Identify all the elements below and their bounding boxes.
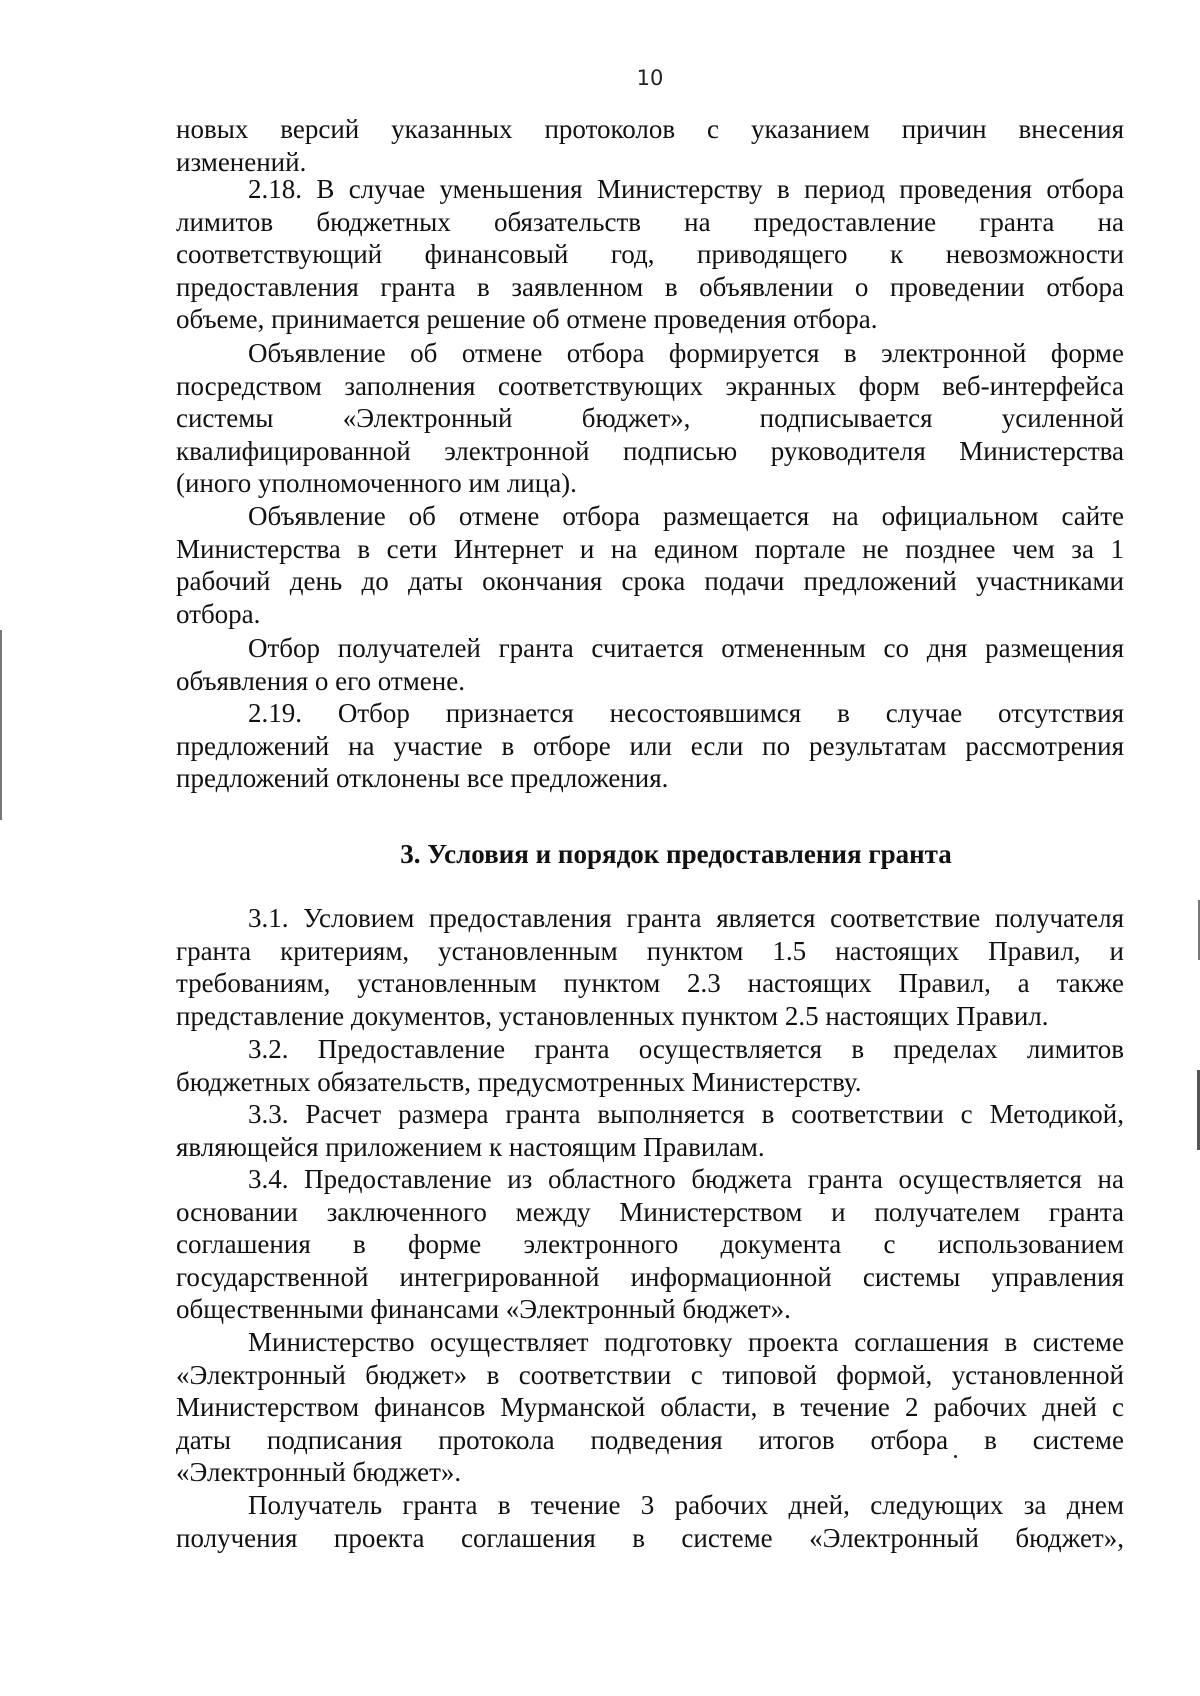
- text-line: Отбор получателей гранта считается отмененным со дня размещения: [248, 633, 1124, 663]
- text-line: объеме, принимается решение об отмене проведения отбора.: [176, 304, 878, 335]
- text-line: новых версий указанных протоколов с указанием причин внесения: [176, 114, 1124, 144]
- text-line: Объявление об отмене отбора формируется в электронной форме: [248, 338, 1124, 368]
- text-line: бюджетных обязательств, предусмотренных Министерству.: [176, 1066, 862, 1097]
- text-line: 3.2. Предоставление гранта осуществляется в пределах лимитов: [248, 1034, 1124, 1064]
- text-line: посредством заполнения соответствующих экранных форм веб-интерфейса: [176, 370, 1124, 401]
- text-line: 2.19. Отбор признается несостоявшимся в случае отсутствия: [248, 698, 1124, 728]
- paragraph-continuation: [176, 113, 1124, 178]
- text-line: государственной интегрированной информационной системы управления: [176, 1261, 1124, 1292]
- scan-speck: [954, 1455, 957, 1458]
- text-line: требованиям, установленным пунктом 2.3 настоящих Правил, а также: [176, 968, 1124, 999]
- text-line: Министерство осуществляет подготовку проекта соглашения в системе: [248, 1327, 1124, 1357]
- text-line: предложений на участие в отборе или если по результатам рассмотрения: [176, 730, 1124, 761]
- text-line: объявления о его отмене.: [176, 665, 465, 696]
- text-line: соответствующий финансовый год, приводящего к невозможности: [176, 239, 1124, 270]
- paragraph-3-1: [176, 902, 1124, 1032]
- text-line: отбора.: [176, 598, 261, 629]
- paragraph-2-18: [176, 173, 1124, 336]
- text-line: «Электронный бюджет» в соответствии с типовой формой, установленной: [176, 1359, 1124, 1390]
- paragraph-2-19: [176, 697, 1124, 795]
- text-line: системы «Электронный бюджет», подписывается усиленной: [176, 403, 1124, 434]
- text-line: квалифицированной электронной подписью руководителя Министерства: [176, 435, 1124, 466]
- text-line: Министерства в сети Интернет и на едином портале не позднее чем за 1: [176, 533, 1124, 564]
- paragraph-recipient: [176, 1489, 1124, 1554]
- text-line: получения проекта соглашения в системе «Электронный бюджет»,: [176, 1522, 1124, 1553]
- text-line: рабочий день до даты окончания срока подачи предложений участниками: [176, 566, 1124, 597]
- text-line: представление документов, установленных пунктом 2.5 настоящих Правил.: [176, 1000, 1049, 1031]
- paragraph-3-2: [176, 1033, 1124, 1098]
- text-line: 3.4. Предоставление из областного бюджета гранта осуществляется на: [248, 1164, 1124, 1194]
- section-heading: 3. Условия и порядок предоставления гранта: [400, 839, 952, 869]
- text-line: основании заключенного между Министерством и получателем гранта: [176, 1196, 1124, 1227]
- text-line: 3.3. Расчет размера гранта выполняется в соответствии с Методикой,: [248, 1099, 1124, 1129]
- text-line: «Электронный бюджет».: [176, 1457, 462, 1488]
- text-line: (иного уполномоченного им лица).: [176, 468, 577, 499]
- text-line: гранта критериям, установленным пунктом 1.5 настоящих Правил, и: [176, 935, 1124, 966]
- paragraph-3-4: [176, 1163, 1124, 1326]
- paragraph-cancel-form: [176, 337, 1124, 500]
- text-line: Министерством финансов Мурманской области, в течение 2 рабочих дней с: [176, 1392, 1124, 1423]
- text-line: Объявление об отмене отбора размещается на официальном сайте: [248, 501, 1124, 531]
- text-line: 2.18. В случае уменьшения Министерству в период проведения отбора: [248, 174, 1124, 204]
- text-line: предоставления гранта в заявленном в объявлении о проведении отбора: [176, 271, 1124, 302]
- text-line: даты подписания протокола подведения итогов отбора в системе: [176, 1424, 1124, 1455]
- text-line: являющейся приложением к настоящим Правилам.: [176, 1131, 765, 1162]
- text-line: Получатель гранта в течение 3 рабочих дней, следующих за днем: [248, 1490, 1124, 1520]
- paragraph-ministry-prep: [176, 1326, 1124, 1489]
- text-line: изменений.: [176, 146, 307, 177]
- text-line: 3.1. Условием предоставления гранта является соответствие получателя: [248, 903, 1124, 933]
- page-number: 10: [636, 66, 664, 90]
- paragraph-3-3: [176, 1098, 1124, 1163]
- text-line: соглашения в форме электронного документа с использованием: [176, 1229, 1124, 1260]
- text-line: лимитов бюджетных обязательств на предоставление гранта на: [176, 206, 1124, 237]
- text-line: общественными финансами «Электронный бюджет».: [176, 1294, 791, 1325]
- paragraph-cancelled: [176, 632, 1124, 697]
- paragraph-cancel-post: [176, 500, 1124, 630]
- text-line: предложений отклонены все предложения.: [176, 763, 669, 794]
- left-edge-scan-mark: [0, 630, 2, 820]
